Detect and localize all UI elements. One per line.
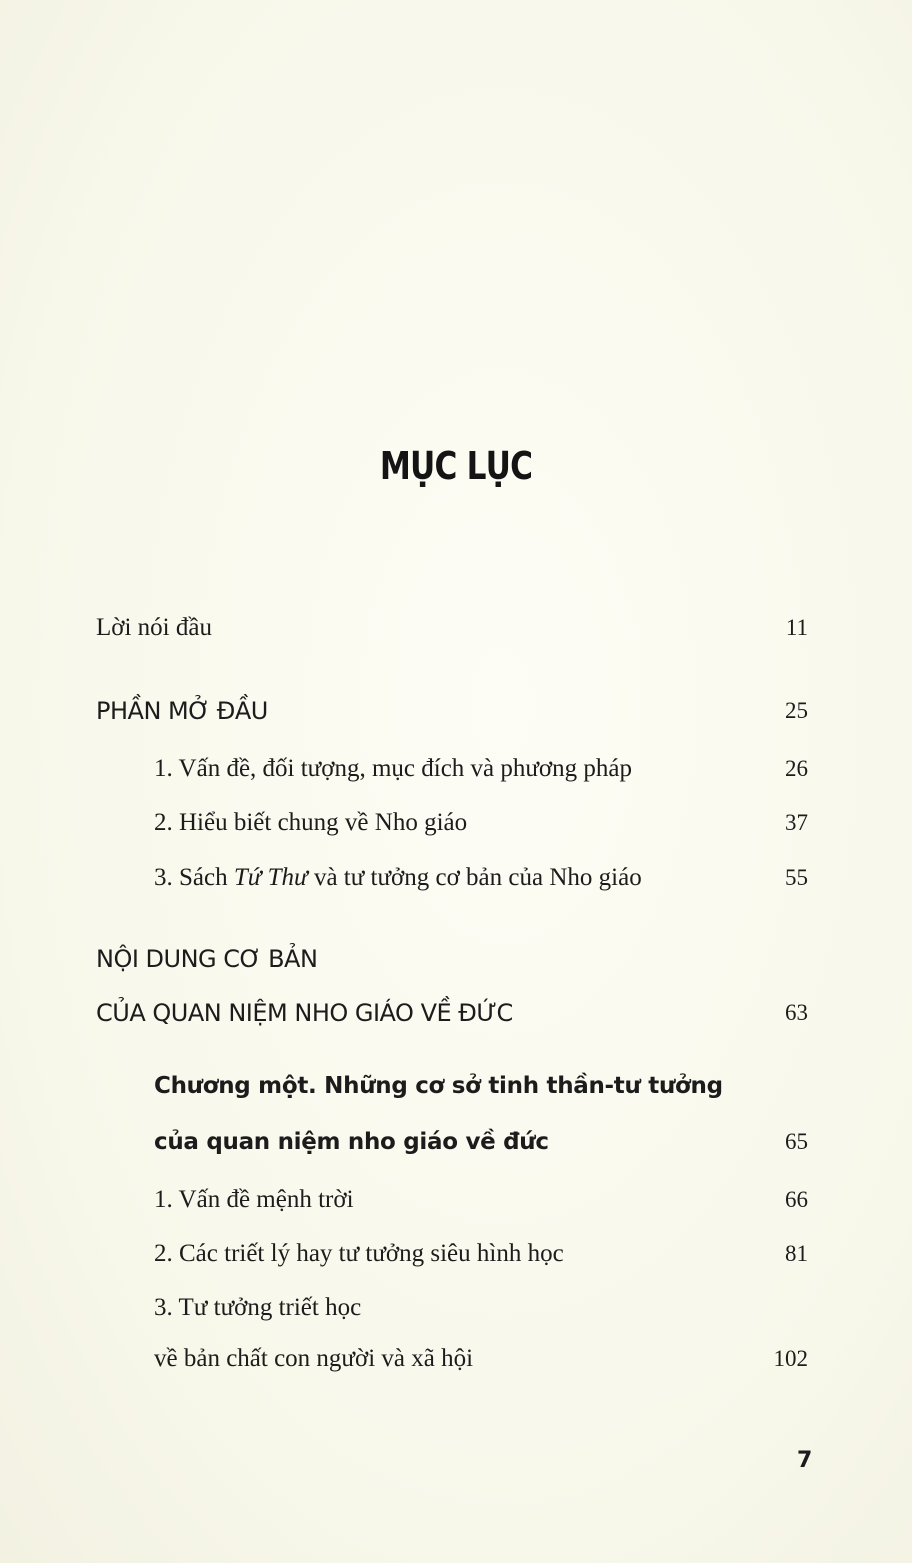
toc-entry-section-cont bbox=[154, 1342, 808, 1376]
toc-entry-preface bbox=[96, 611, 808, 645]
toc-entry-section bbox=[154, 806, 808, 840]
book-title-italic: Tứ Thư bbox=[233, 864, 308, 891]
toc-entry-page: 81 bbox=[785, 1241, 808, 1266]
toc-entry-page: 66 bbox=[785, 1187, 808, 1212]
toc-entry-section bbox=[154, 1237, 808, 1271]
toc-entry-chapter bbox=[154, 1069, 808, 1103]
toc-entry-label-start: 3. Sách bbox=[154, 864, 234, 891]
toc-entry-part-main bbox=[96, 942, 808, 976]
toc-entry-label: về bản chất con người và xã hội bbox=[154, 1345, 474, 1372]
toc-entry-page: 37 bbox=[785, 810, 808, 835]
toc-entry-label: CỦA QUAN NIỆM NHO GIÁO VỀ ĐỨC bbox=[96, 999, 513, 1027]
toc-entry-page: 63 bbox=[785, 1000, 808, 1025]
toc-entry-label: 2. Hiểu biết chung về Nho giáo bbox=[154, 809, 468, 836]
toc-entry-page: 65 bbox=[785, 1129, 808, 1154]
toc-entry-label: 1. Vấn đề, đối tượng, mục đích và phương pháp bbox=[154, 755, 633, 782]
toc-entry-label: của quan niệm nho giáo về đức bbox=[154, 1129, 549, 1155]
toc-entry-section bbox=[154, 1183, 808, 1217]
toc-entry-page: 25 bbox=[785, 698, 808, 723]
toc-entry-label: 1. Vấn đề mệnh trời bbox=[154, 1186, 354, 1213]
toc-entry-part-main-cont bbox=[96, 996, 808, 1030]
toc-entry-label: Lời nói đầu bbox=[96, 614, 212, 641]
toc-entry-label: PHẦN MỞ ĐẦU bbox=[96, 697, 268, 725]
page-title: MỤC LỤC bbox=[379, 444, 533, 488]
toc-entry-label: 2. Các triết lý hay tư tưởng siêu hình học bbox=[154, 1240, 564, 1267]
page-number: 7 bbox=[797, 1448, 813, 1473]
toc-entry-page: 55 bbox=[785, 865, 808, 890]
toc-entry-page: 11 bbox=[785, 615, 808, 640]
toc-entry-section bbox=[154, 752, 808, 786]
toc-entry-chapter-cont bbox=[154, 1125, 808, 1159]
toc-entry-label: 3. Tư tưởng triết học bbox=[154, 1294, 362, 1321]
toc-entry-page: 102 bbox=[773, 1346, 808, 1371]
toc-entry-label bbox=[154, 861, 642, 895]
toc-entry-label-end: và tư tưởng cơ bản của Nho giáo bbox=[307, 864, 642, 891]
toc-entry-page: 26 bbox=[785, 756, 808, 781]
toc-entry-section bbox=[154, 861, 808, 895]
toc-entry-label: NỘI DUNG CƠ BẢN bbox=[96, 945, 318, 973]
toc-entry-section bbox=[154, 1291, 808, 1325]
toc-entry-part-intro bbox=[96, 694, 808, 728]
toc-entry-label: Chương một. Những cơ sở tinh thần-tư tưởng bbox=[154, 1073, 723, 1099]
